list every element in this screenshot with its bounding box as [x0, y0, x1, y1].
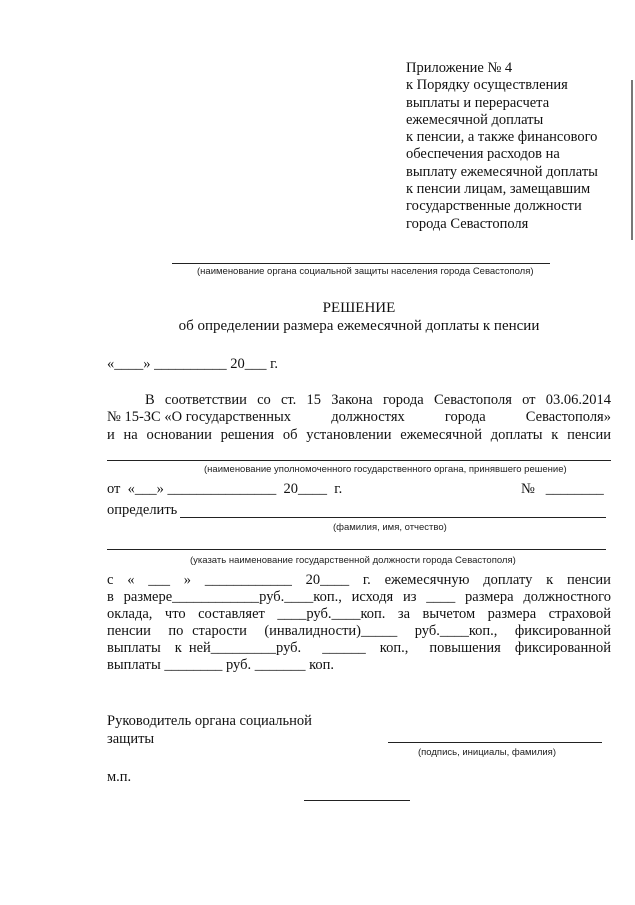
grant-line-1 — [107, 572, 611, 589]
document-title: РЕШЕНИЕ — [322, 300, 396, 316]
grant-word: ____________ — [204, 572, 292, 588]
from-month-blank: _______________ — [167, 481, 277, 497]
number-blank: ________ — [545, 481, 604, 497]
from-year-prefix: 20 — [283, 481, 299, 497]
appendix-line: обеспечения расходов на — [406, 146, 560, 163]
appendix-line: выплату ежемесячной доплаты — [406, 163, 598, 180]
decision-number — [521, 481, 604, 498]
fio-line — [180, 517, 606, 518]
position-line — [107, 549, 606, 550]
grant-word: к — [546, 572, 554, 588]
from-label: от — [107, 481, 121, 497]
grant-word: 20____ — [305, 572, 350, 588]
appendix-line: города Севастополя — [406, 215, 529, 232]
from-line — [107, 481, 342, 498]
grant-word: пенсии — [567, 572, 611, 588]
appendix-line: государственные должности — [406, 198, 582, 215]
signature-caption: (подпись, инициалы, фамилия) — [418, 747, 556, 758]
grant-line-6: выплаты ________ руб. _______ коп. — [107, 657, 335, 673]
date-line — [107, 356, 278, 373]
paragraph-line-2 — [107, 409, 611, 426]
authority-caption: (наименование органа социальной защиты населения города Севастополя) — [197, 266, 534, 277]
document-subtitle: об определении размера ежемесячной доплаты к пенсии — [178, 318, 540, 334]
paragraph-word: № 15-ЗС «О государственных — [107, 409, 292, 425]
scan-edge-shadow — [631, 80, 633, 240]
grant-line-2: в размере____________руб.____коп., исходя из ____ размера должностного — [107, 589, 611, 605]
date-day-blank: ____ — [114, 356, 144, 372]
appendix-line: к пенсии, а также финансового — [406, 129, 598, 146]
stamp-place: м.п. — [107, 769, 132, 785]
date-month-blank: __________ — [154, 356, 227, 372]
appendix-line: выплаты и перерасчета — [406, 94, 550, 111]
paragraph-line-3: и на основании решения об установлении ежемесячной доплаты к пенсии — [107, 427, 611, 443]
authorized-organ-line — [107, 460, 611, 461]
grant-word: доплату — [483, 572, 533, 588]
grant-word: с — [107, 572, 114, 588]
authorized-organ-caption: (наименование уполномоченного государственного органа, принявшего решение) — [204, 464, 567, 475]
date-year-suffix: г. — [270, 356, 279, 372]
grant-word: г. — [362, 572, 371, 588]
from-quote-close: » — [156, 481, 164, 497]
head-title-line-1: Руководитель органа социальной — [107, 713, 312, 729]
grant-word: ежемесячную — [384, 572, 470, 588]
grant-word: » — [183, 572, 192, 588]
paragraph-word: Севастополя» — [525, 409, 611, 425]
paragraph-line-1: В соответствии со ст. 15 Закона города Севастополя от 03.06.2014 — [145, 392, 611, 408]
appendix-line: к Порядку осуществления — [406, 77, 568, 94]
date-year-prefix: 20 — [230, 356, 245, 372]
appendix-block — [406, 60, 598, 233]
signature-line — [388, 742, 602, 743]
date-year-blank: ___ — [244, 356, 267, 372]
appendix-line: к пенсии лицам, замещавшим — [406, 181, 591, 198]
from-year-suffix: г. — [334, 481, 343, 497]
from-quote-open: « — [127, 481, 135, 497]
appendix-line: Приложение № 4 — [406, 60, 513, 76]
grant-word: ___ — [148, 572, 170, 588]
fio-caption: (фамилия, имя, отчество) — [333, 522, 447, 533]
grant-line-4: пенсии по старости (инвалидности)_____ руб.____коп., фиксированной — [107, 623, 611, 639]
authority-name-line — [172, 263, 550, 264]
number-sign: № — [521, 481, 535, 497]
date-quote-open: « — [107, 356, 115, 372]
date-quote-close: » — [143, 356, 151, 372]
paragraph-word: города — [444, 409, 486, 425]
grant-word: « — [127, 572, 135, 588]
appendix-line: ежемесячной доплаты — [406, 111, 544, 128]
paragraph-word: должностях — [331, 409, 405, 425]
position-caption: (указать наименование государственной должности города Севастополя) — [190, 555, 516, 566]
bottom-short-line — [304, 800, 410, 801]
grant-line-5: выплаты к ней_________руб. ______ коп., повышения фиксированной — [107, 640, 611, 656]
head-title-line-2: защиты — [107, 731, 155, 747]
from-year-blank: ____ — [298, 481, 328, 497]
determine-label: определить — [107, 502, 178, 518]
from-day-blank: ___ — [134, 481, 157, 497]
grant-line-3: оклада, что составляет ____руб.____коп. за вычетом размера страховой — [107, 606, 611, 622]
